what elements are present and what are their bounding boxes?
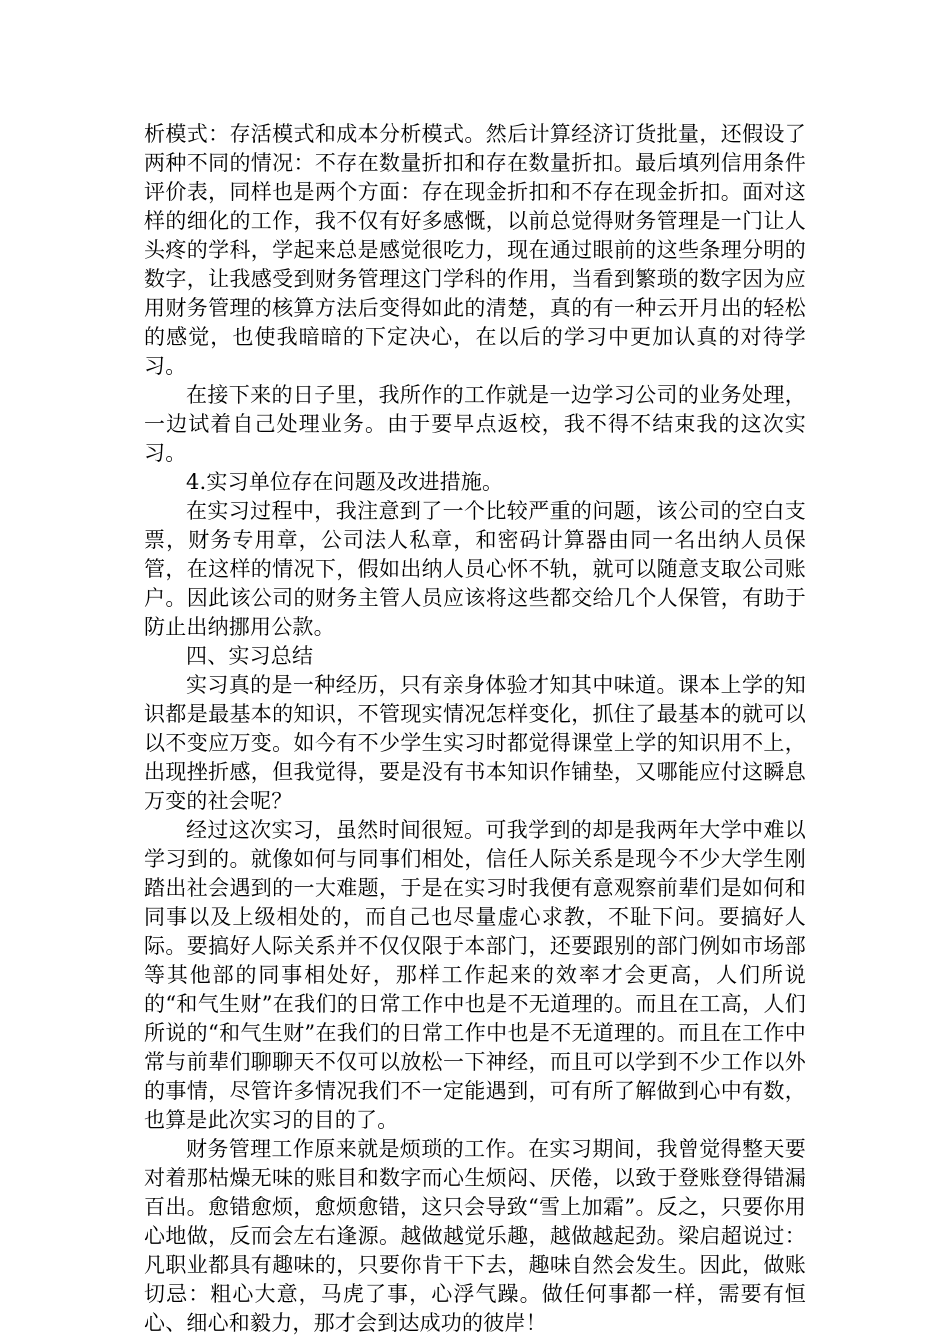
paragraph-summary-finance-work: 财务管理工作原来就是烦琐的工作。在实习期间，我曾觉得整天要对着那枯燥无味的账目和数字而心生烦闷、厌倦，以致于登账登得错漏百出。愈错愈烦，愈烦愈错，这只会导致“雪上加霜”。反之，只要你用心地做，反而会左右逢源。越做越觉乐趣，越做越起劲。梁启超说过：凡职业都具有趣味的，只要你肯干下去，趣味自然会发生。因此，做账切忌：粗心大意，马虎了事，心浮气躁。做任何事都一样，需要有恒心、细心和毅力，那才会到达成功的彼岸！ bbox=[144, 1137, 806, 1335]
paragraph-daily-work: 在接下来的日子里，我所作的工作就是一边学习公司的业务处理，一边试着自己处理业务。由于要早点返校，我不得不结束我的这次实习。 bbox=[144, 383, 806, 465]
paragraph-summary-relations: 经过这次实习，虽然时间很短。可我学到的却是我两年大学中难以学习到的。就像如何与同事们相处，信任人际关系是现今不少大学生刚踏出社会遇到的一大难题，于是在实习时我便有意观察前辈们是如何和同事以及上级相处的，而自己也尽量虚心求教，不耻下问。要搞好人际。要搞好人际关系并不仅仅限于本部门，还要跟别的部门例如市场部等其他部的同事相处好，那样工作起来的效率才会更高，人们所说的“和气生财”在我们的日常工作中也是不无道理的。而且在工高，人们所说的“和气生财”在我们的日常工作中也是不无道理的。而且在工作中常与前辈们聊聊天不仅可以放松一下神经，而且可以学到不少工作以外的事情，尽管许多情况我们不一定能遇到，可有所了解做到心中有数，也算是此次实习的目的了。 bbox=[144, 818, 806, 1132]
document-page bbox=[144, 120, 806, 1338]
paragraph-continued: 析模式：存活模式和成本分析模式。然后计算经济订货批量，还假设了两种不同的情况：不存在数量折扣和存在数量折扣。最后填列信用条件评价表，同样也是两个方面：存在现金折扣和不存在现金折扣。面对这样的细化的工作，我不仅有好多感慨，以前总觉得财务管理是一门让人头疼的学科，学起来总是感觉很吃力，现在通过眼前的这些条理分明的数字，让我感受到财务管理这门学科的作用，当看到繁琐的数字因为应用财务管理的核算方法后变得如此的清楚，真的有一种云开月出的轻松的感觉，也使我暗暗的下定决心，在以后的学习中更加认真的对待学习。 bbox=[144, 122, 806, 378]
section-heading-summary: 四、实习总结 bbox=[186, 644, 314, 668]
section-heading-problems: 4.实习单位存在问题及改进措施。 bbox=[186, 470, 504, 494]
paragraph-summary-experience: 实习真的是一种经历，只有亲身体验才知其中味道。课本上学的知识都是最基本的知识，不管现实情况怎样变化，抓住了最基本的就可以以不变应万变。如今有不少学生实习时都觉得课堂上学的知识用不上，出现挫折感，但我觉得，要是没有书本知识作铺垫，又哪能应付这瞬息万变的社会呢？ bbox=[144, 673, 806, 813]
paragraph-problems: 在实习过程中，我注意到了一个比较严重的问题，该公司的空白支票，财务专用章，公司法人私章，和密码计算器由同一名出纳人员保管，在这样的情况下，假如出纳人员心怀不轨，就可以随意支取公司账户。因此该公司的财务主管人员应该将这些都交给几个人保管，有助于防止出纳挪用公款。 bbox=[144, 499, 806, 639]
